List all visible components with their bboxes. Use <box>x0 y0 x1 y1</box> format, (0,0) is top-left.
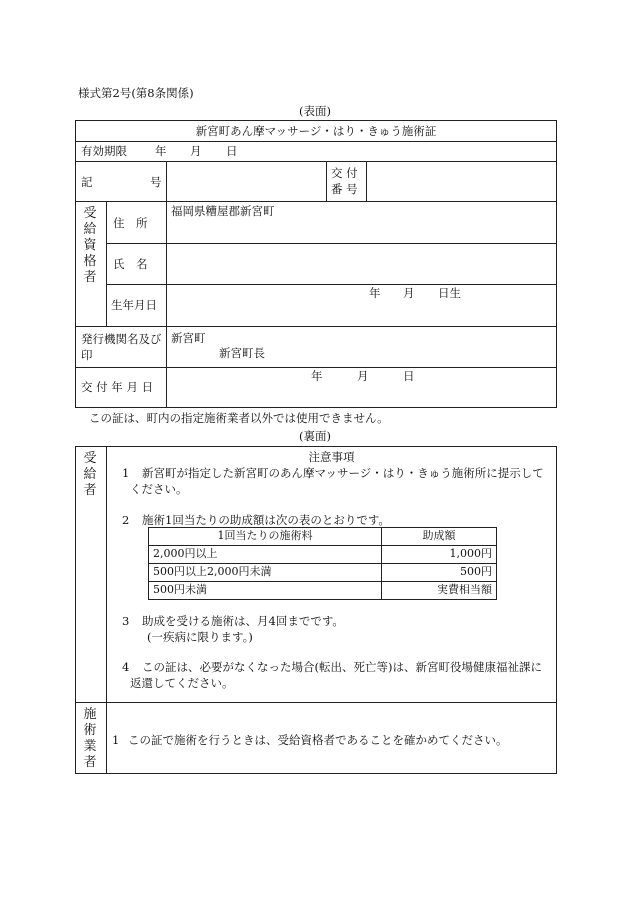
birth-day: 日生 <box>438 286 461 300</box>
address-value: 福岡県糟屋郡新宮町 <box>171 204 275 218</box>
divider <box>326 161 327 201</box>
item3-subtext: (一疾病に限ります。) <box>147 630 253 644</box>
practitioner-label: 施術業者 <box>83 707 97 770</box>
birth-label: 生年月日 <box>111 298 157 312</box>
notice-title: 注意事項 <box>308 450 355 464</box>
practitioner-number: 1 <box>112 733 120 747</box>
issuer-value-1: 新宮町 <box>171 331 206 345</box>
kigou-label-1: 記 <box>81 175 93 189</box>
divider <box>75 367 557 368</box>
table-cell-subsidy: 1,000円 <box>382 546 497 564</box>
table-cell-fee: 2,000円以上 <box>149 546 382 564</box>
birth-month: 月 <box>403 286 415 300</box>
address-label: 住 所 <box>113 216 148 230</box>
divider <box>75 326 557 327</box>
form-number: 様式第2号(第8条関係) <box>78 86 194 100</box>
kigou-label-2: 号 <box>150 175 162 189</box>
koufu-bangou-line2: 番 号 <box>331 182 358 196</box>
practitioner-text: この証で施術を行うときは、受給資格者であることを確かめてください。 <box>128 733 508 747</box>
divider <box>106 201 107 326</box>
divider <box>75 141 557 142</box>
issue-day: 日 <box>403 369 415 383</box>
divider <box>106 243 557 244</box>
divider <box>366 161 367 201</box>
item3-text: 助成を受ける施術は、月4回までです。 <box>142 614 344 628</box>
birth-year: 年 <box>369 286 381 300</box>
recipient-label: 受給者 <box>83 451 97 498</box>
table-cell-subsidy: 実費相当額 <box>382 582 497 600</box>
validity-month: 月 <box>190 144 202 158</box>
issue-date-label: 交 付 年 月 日 <box>81 380 154 394</box>
table-row <box>149 546 497 564</box>
table-header-fee: 1回当たりの施術料 <box>149 528 382 546</box>
item4-text: この証は、必要がなくなった場合(転出、死亡等)は、新宮町役場健康福祉課に返還してください。 <box>130 660 542 690</box>
front-note: この証は、町内の指定施術業者以外では使用できません。 <box>89 411 389 425</box>
table-header-subsidy: 助成額 <box>382 528 497 546</box>
validity-label: 有効期限 <box>81 144 127 158</box>
table-row <box>149 582 497 600</box>
divider <box>166 201 167 408</box>
koufu-bangou-line1: 交 付 <box>331 166 358 180</box>
table-cell-fee: 500円以上2,000円未満 <box>149 564 382 582</box>
validity-day: 日 <box>226 144 238 158</box>
divider <box>106 446 107 774</box>
item1-text: 新宮町が指定した新宮町のあん摩マッサージ・はり・きゅう施術所に提示してください。 <box>130 466 544 496</box>
issue-month: 月 <box>357 369 369 383</box>
subsidy-table <box>148 527 497 600</box>
table-row <box>149 564 497 582</box>
item4-number: 4 <box>122 660 130 674</box>
item3-number: 3 <box>122 614 130 628</box>
issuer-value-2: 新宮町長 <box>219 346 265 360</box>
divider <box>75 702 557 703</box>
divider <box>75 161 557 162</box>
item2-number: 2 <box>122 513 130 527</box>
divider <box>75 201 557 202</box>
item1-number: 1 <box>122 466 130 480</box>
table-header-row <box>149 528 497 546</box>
item2-text: 施術1回当たりの助成額は次の表のとおりです。 <box>142 513 390 527</box>
name-label: 氏 名 <box>113 257 148 271</box>
card-title: 新宮町あん摩マッサージ・はり・きゅう施術証 <box>195 124 437 138</box>
table-cell-subsidy: 500円 <box>382 564 497 582</box>
front-side-label: (表面) <box>299 104 331 118</box>
recipient-side-label: 受給資格者 <box>83 206 97 285</box>
divider <box>166 161 167 201</box>
back-side-label: (裏面) <box>299 429 331 443</box>
validity-year: 年 <box>155 144 167 158</box>
issue-year: 年 <box>311 369 323 383</box>
issuer-label: 発行機関名及び印 <box>81 332 162 362</box>
divider <box>106 284 557 285</box>
table-cell-fee: 500円未満 <box>149 582 382 600</box>
